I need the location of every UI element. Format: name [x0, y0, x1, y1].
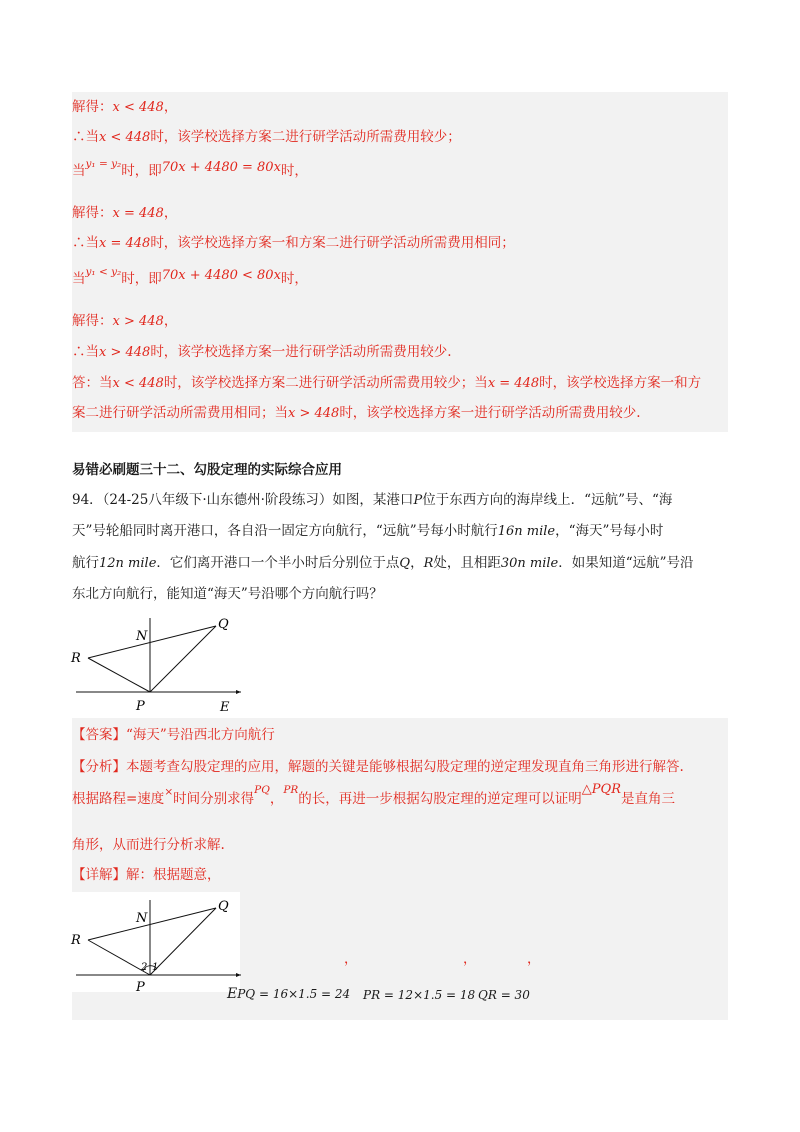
- label-R: R: [71, 651, 81, 666]
- analysis-line-3: 角形，从而进行分析求解.: [72, 837, 225, 853]
- section-title: 易错必刷题三十二、勾股定理的实际综合应用: [72, 462, 342, 478]
- equation-QR: QR = 30: [478, 988, 530, 1002]
- answer-line: 【答案】“海天”号沿西北方向航行: [72, 727, 275, 743]
- solution-line-1: 解得：x < 448，: [72, 99, 178, 115]
- answer-tag: 【答案】: [72, 727, 126, 743]
- equation-PQ: PQ = 16×1.5 = 24: [237, 987, 351, 1001]
- segment-PQ: [150, 626, 216, 692]
- problem-line-1: 94．（24-25八年级下·山东德州·阶段练习）如图，某港口P位于东西方向的海岸线上．“远航”号、“海: [72, 492, 673, 508]
- problem-line-2: 天”号轮船同时离开港口，各自沿一固定方向航行，“远航”号每小时航行16n mile，“海天”号每小时: [72, 523, 664, 539]
- detail-line: 【详解】解：根据题意，: [72, 867, 221, 883]
- problem-line-4: 东北方向航行，能知道“海天”号沿哪个方向航行吗？: [72, 586, 383, 602]
- segment-PR: [88, 658, 150, 692]
- solution-line-3: 当$^{y_1 = y_2}$时，即70x + 4480 = 80x时，: [72, 158, 308, 179]
- label-Q: Q: [218, 899, 229, 914]
- label-N: N: [136, 911, 148, 926]
- axis-arrow: [236, 690, 241, 694]
- problem-line-3: 航行12n mile．它们离开港口一个半小时后分别位于点Q，R处，且相距30n mile．如果知道“远航”号沿: [72, 555, 694, 571]
- solution-line-7: 解得：x > 448，: [72, 313, 178, 329]
- solution-line-5: ∴当x = 448时，该学校选择方案一和方案二进行研学活动所需费用相同；: [72, 235, 515, 251]
- segment-RQ: [88, 626, 216, 658]
- conclusion-line-1: 答：当x < 448时，该学校选择方案二进行研学活动所需费用较少；当x = 448时，该学校选择方案一和方: [72, 375, 702, 391]
- solution-line-4: 解得：x = 448，: [72, 205, 178, 221]
- solution-line-8: ∴当x > 448时，该学校选择方案一进行研学活动所需费用较少.: [72, 344, 452, 360]
- comma-1: ，: [344, 951, 358, 967]
- label-E: E: [227, 986, 238, 1002]
- solution-line-6: 当$^{y_1 < y_2}$时，即70x + 4480 < 80x时，: [72, 266, 308, 287]
- label-angle-1: 1: [152, 962, 159, 973]
- detail-figure: [66, 892, 246, 1002]
- analysis-line-1: 【分析】本题考查勾股定理的应用，解题的关键是能够根据勾股定理的逆定理发现直角三角形进行解答.: [72, 759, 684, 775]
- conclusion-line-2: 案二进行研学活动所需费用相同；当x > 448时，该学校选择方案一进行研学活动所需费用较少.: [72, 405, 641, 421]
- figure-background: [70, 892, 240, 992]
- label-P: P: [136, 699, 145, 714]
- analysis-tag: 【分析】: [72, 759, 126, 775]
- solution-line-2: ∴当x < 448时，该学校选择方案二进行研学活动所需费用较少；: [72, 129, 461, 145]
- problem-figure: [66, 612, 246, 718]
- equation-PR: PR = 12×1.5 = 18: [363, 988, 476, 1002]
- label-P: P: [136, 980, 145, 995]
- detail-tag: 【详解】: [72, 867, 126, 883]
- label-N: N: [136, 629, 148, 644]
- label-E: E: [220, 700, 230, 715]
- label-angle-2: 2: [141, 962, 148, 973]
- label-R: R: [71, 933, 81, 948]
- comma-3: ，: [527, 951, 541, 967]
- comma-2: ，: [463, 951, 477, 967]
- analysis-line-2: 根据路程=速度×时间分别求得$^{PQ}$，$^{PR}$的长，再进一步根据勾股定理的逆定理可以证明△PQR是直角三: [72, 782, 675, 807]
- label-Q: Q: [218, 617, 229, 632]
